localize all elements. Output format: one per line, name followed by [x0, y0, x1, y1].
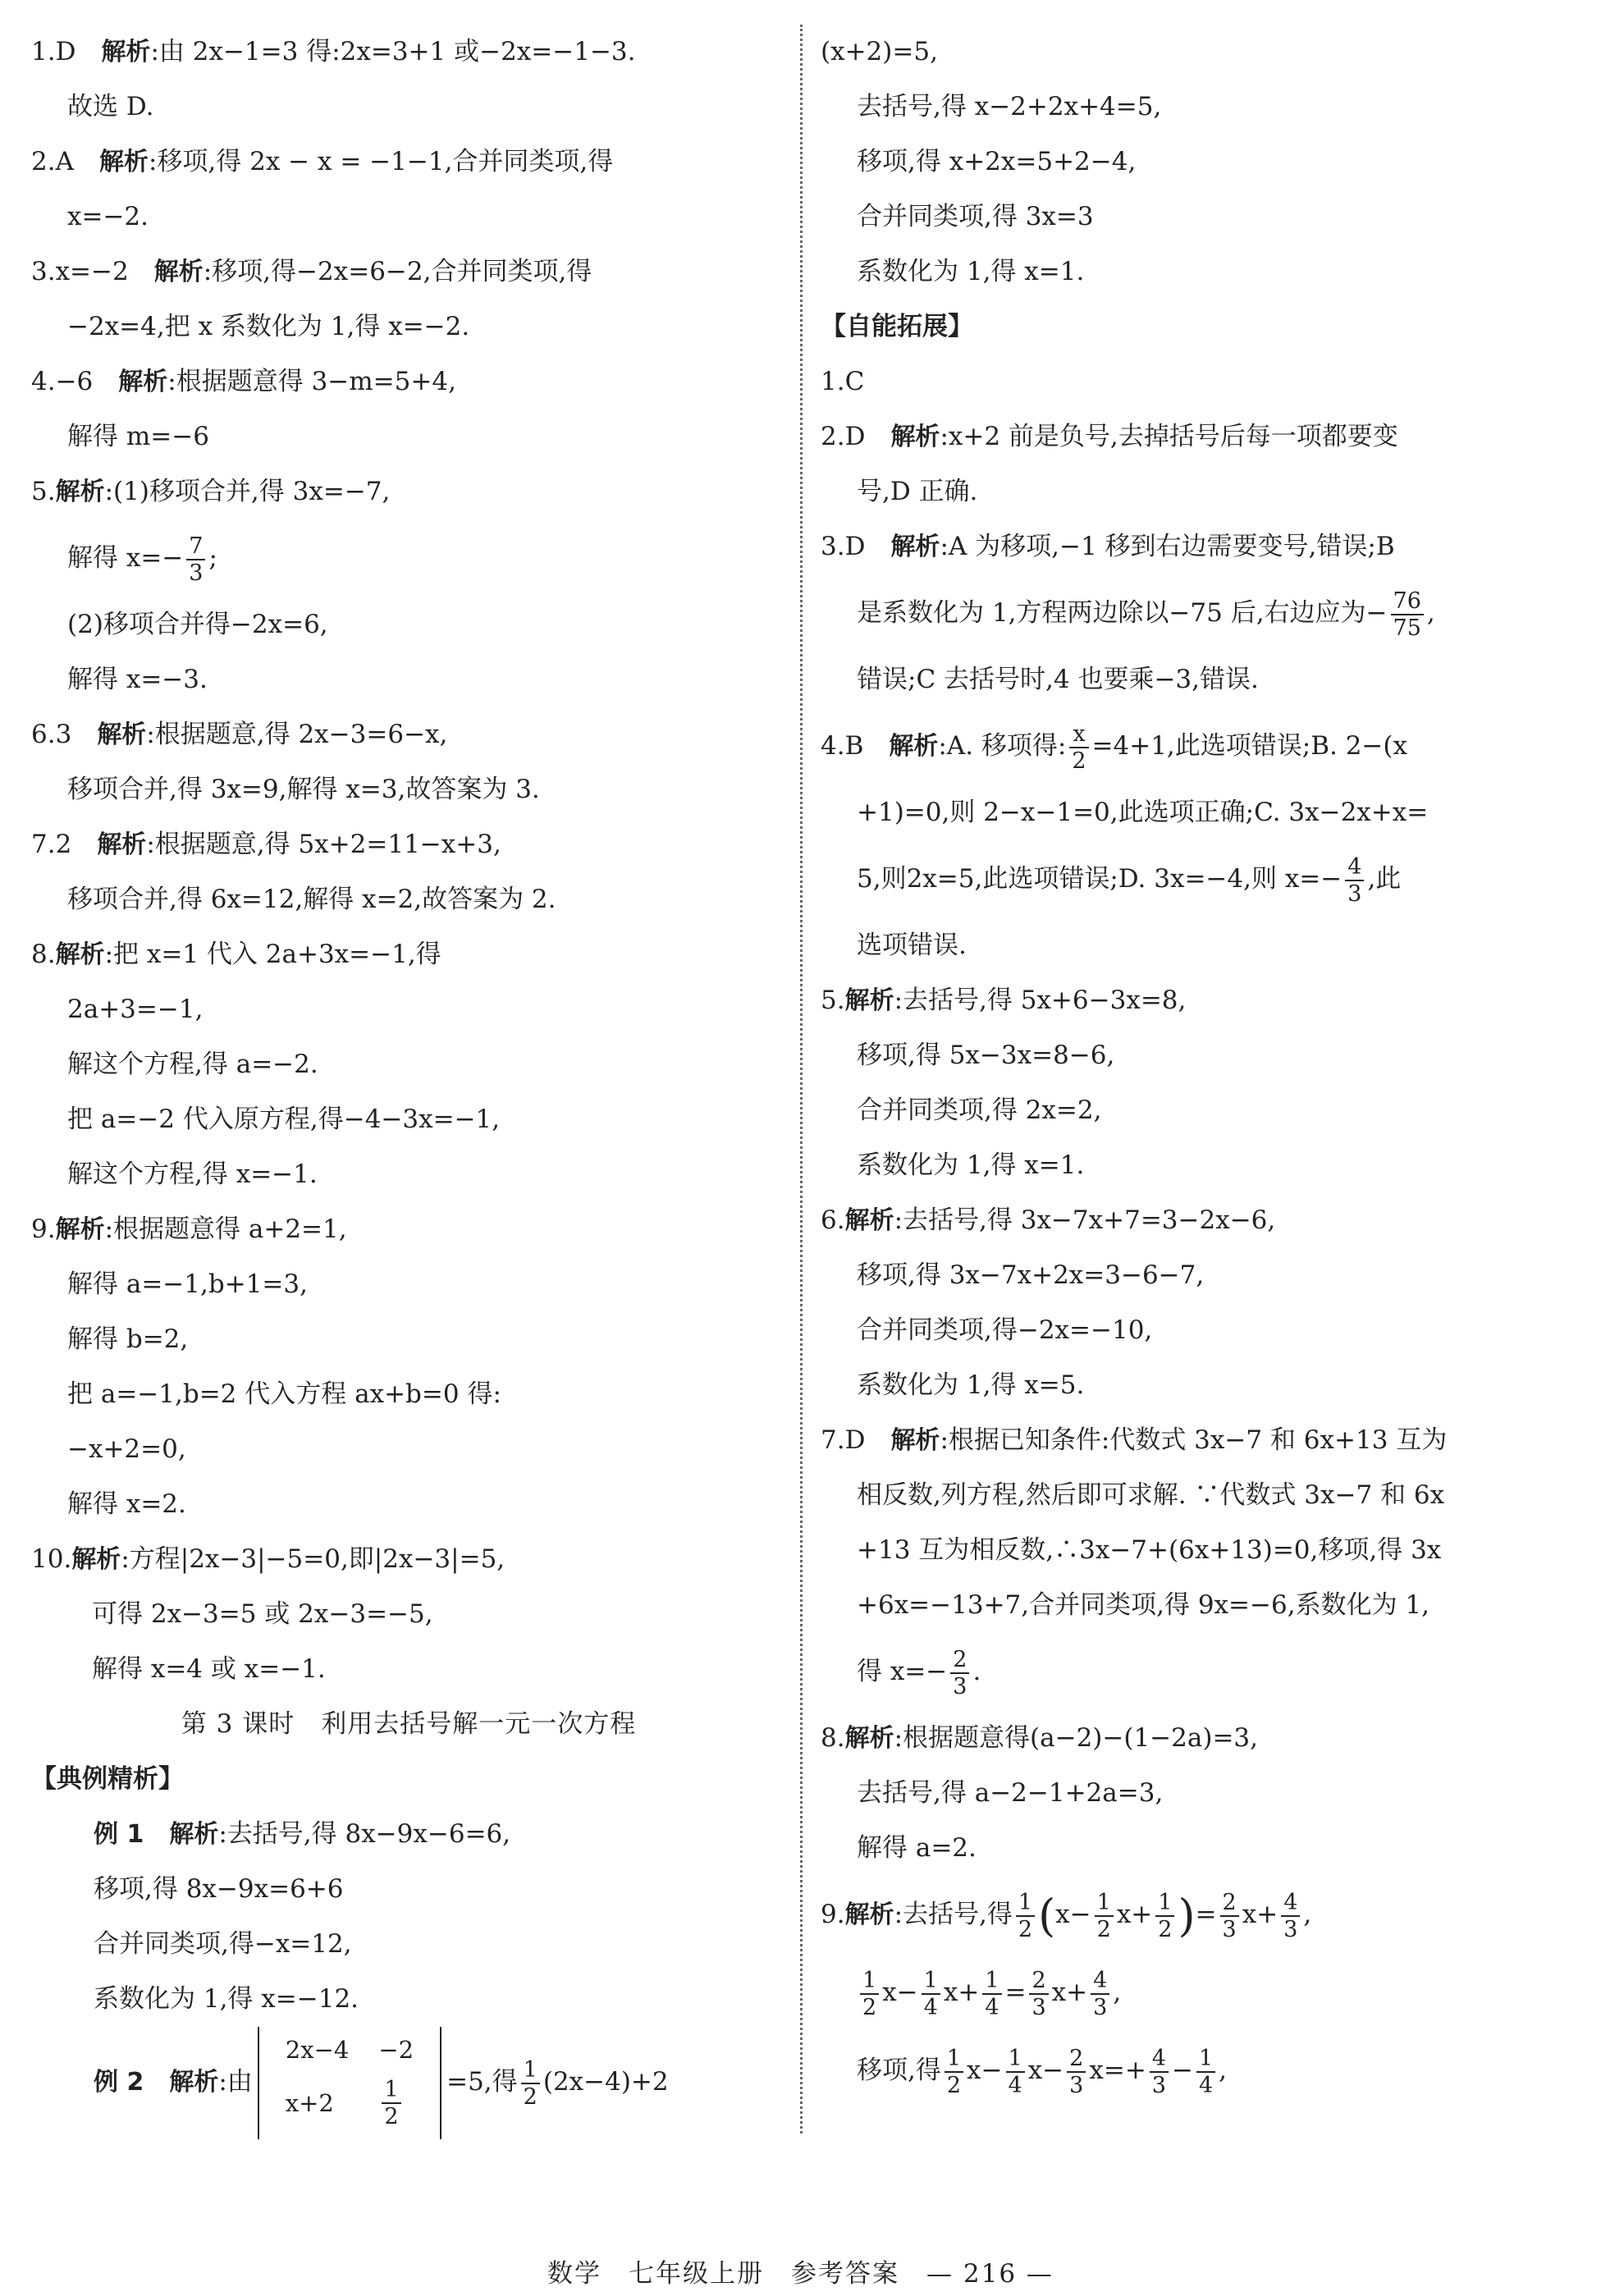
answer-line: +1)=0,则 2−x−1=0,此选项正确;C. 3x−2x+x=: [857, 798, 1429, 827]
answer-line: 8.解析:根据题意得(a−2)−(1−2a)=3,: [821, 1723, 1259, 1753]
answer-line: 3.D 解析:A 为移项,−1 移到右边需要变号,错误;B: [821, 532, 1395, 561]
right-column: [821, 25, 1571, 2110]
answer-line: 9.解析:根据题意得 a+2=1,: [31, 1214, 347, 1244]
answer-line: $\frac{1}{2}$ x− $\frac{1}{4}$ x+ $\frac{1}{4}$ = $\frac{2}{3}$ x+ $\frac{4}{3}$ ,: [821, 1954, 1571, 2032]
answer-line: 5.解析:(1)移项合并,得 3x=−7,: [31, 477, 391, 506]
answer-line: 3.x=−2 解析:移项,得−2x=6−2,合并同类项,得: [31, 257, 592, 286]
answer-line: 系数化为 1,得 x=1.: [857, 257, 1085, 286]
answer-line: 移项合并,得 3x=9,解得 x=3,故答案为 3.: [67, 775, 540, 804]
example-line: 例 2 解析:由 2x−4 −2 x+2 $\frac{1}{2}$ =5,得 $\frac{1}{2}$ (2x−4)+2: [31, 2027, 786, 2134]
example-line: 例 1 解析:去括号,得 8x−9x−6=6,: [94, 1819, 511, 1849]
answer-line: 号,D 正确.: [857, 477, 978, 506]
answer-line: (x+2)=5,: [821, 37, 938, 66]
answer-line: 解得 a=2.: [857, 1833, 977, 1863]
answer-line: 解得 b=2,: [67, 1324, 189, 1354]
answer-line: −x+2=0,: [67, 1434, 186, 1464]
lesson-title: 第 3 课时 利用去括号解一元一次方程: [181, 1709, 637, 1739]
answer-line: 系数化为 1,得 x=1.: [857, 1150, 1085, 1180]
determinant: 2x−4 −2 x+2 $\frac{1}{2}$: [258, 2027, 441, 2139]
answer-line: 得 x=− $\frac{2}{3}$ .: [857, 1646, 981, 1699]
answer-line: 系数化为 1,得 x=5.: [857, 1370, 1085, 1400]
answer-line: 去括号,得 a−2−1+2a=3,: [857, 1778, 1164, 1808]
answer-line: 故选 D.: [67, 92, 154, 121]
page-footer: 数学 七年级上册 参考答案 — 216 —: [547, 2259, 1054, 2289]
answer-line: +6x=−13+7,合并同类项,得 9x=−6,系数化为 1,: [857, 1590, 1429, 1620]
answer-line: 解得 m=−6: [67, 422, 209, 451]
answer-line: 相反数,列方程,然后即可求解. ∵代数式 3x−7 和 6x: [857, 1480, 1445, 1510]
example-line: 移项,得 8x−9x=6+6: [94, 1874, 344, 1904]
answer-line: 把 a=−2 代入原方程,得−4−3x=−1,: [67, 1105, 501, 1134]
fraction: $\frac{1}{2}$: [521, 2059, 540, 2108]
answer-line: −2x=4,把 x 系数化为 1,得 x=−2.: [67, 312, 470, 341]
example-line: 系数化为 1,得 x=−12.: [94, 1984, 359, 2014]
answer-line: 9.解析:去括号,得 $\frac{1}{2}$ (x− $\frac{1}{2}$ x+ $\frac{1}{2}$ )= $\frac{2}{3}$ x+ $\frac{4}{3}$ ,: [821, 1889, 1312, 1942]
example-line: 合并同类项,得−x=12,: [94, 1929, 352, 1959]
answer-line: 4.−6 解析:根据题意得 3−m=5+4,: [31, 367, 456, 396]
left-column: [31, 25, 786, 2134]
answer-line: 2a+3=−1,: [67, 995, 204, 1024]
answer-line: 5.解析:去括号,得 5x+6−3x=8,: [821, 986, 1187, 1015]
fraction: $\frac{2}{3}$: [950, 1649, 969, 1698]
answer-line: 选项错误.: [857, 931, 967, 960]
fraction: $\frac{4}{3}$: [1345, 856, 1364, 905]
answer-line: 6.3 解析:根据题意,得 2x−3=6−x,: [31, 720, 448, 749]
answer-line: 5,则2x=5,此选项错误;D. 3x=−4,则 x=− $\frac{4}{3}$ ,此: [857, 853, 1402, 907]
answer-line: 合并同类项,得−2x=−10,: [857, 1315, 1153, 1345]
answer-line: 移项,得 3x−7x+2x=3−6−7,: [857, 1260, 1205, 1290]
answer-line: (2)移项合并得−2x=6,: [67, 610, 328, 639]
answer-line: 解这个方程,得 a=−2.: [67, 1050, 318, 1079]
answer-line: 是系数化为 1,方程两边除以−75 后,右边应为− $\frac{76}{75}$ ,: [857, 588, 1435, 641]
answer-line: 把 a=−1,b=2 代入方程 ax+b=0 得:: [67, 1379, 501, 1409]
answer-line: 解得 x=− $\frac{7}{3}$ ;: [67, 533, 217, 586]
fraction: $\frac{x}{2}$: [1069, 723, 1088, 772]
answer-line: 1.D 解析:由 2x−1=3 得:2x=3+1 或−2x=−1−3.: [31, 37, 636, 66]
answer-line: 解得 x=2.: [67, 1489, 186, 1519]
section-heading: 【典例精析】: [31, 1764, 184, 1794]
section-heading: 【自能拓展】: [821, 312, 973, 341]
answer-line: 8.解析:把 x=1 代入 2a+3x=−1,得: [31, 940, 441, 969]
answer-line: 错误;C 去括号时,4 也要乘−3,错误.: [857, 665, 1259, 694]
fraction: $\frac{76}{75}$: [1391, 590, 1424, 639]
answer-line: 解得 x=−3.: [67, 665, 208, 694]
answer-line: 合并同类项,得 2x=2,: [857, 1095, 1102, 1125]
answer-line: 7.2 解析:根据题意,得 5x+2=11−x+3,: [31, 830, 501, 859]
answer-line: 2.A 解析:移项,得 2x − x = −1−1,合并同类项,得: [31, 147, 614, 176]
answer-line: 7.D 解析:根据已知条件:代数式 3x−7 和 6x+13 互为: [821, 1425, 1448, 1455]
answer-line: 6.解析:去括号,得 3x−7x+7=3−2x−6,: [821, 1205, 1276, 1235]
answer-line: 可得 2x−3=5 或 2x−3=−5,: [92, 1599, 433, 1629]
answer-line: 移项,得 x+2x=5+2−4,: [857, 147, 1137, 176]
answer-line: 移项,得 $\frac{1}{2}$ x− $\frac{1}{4}$ x− $\frac{2}{3}$ x=+ $\frac{4}{3}$ − $\frac{1}{4}$ ,: [857, 2045, 1228, 2098]
answer-line: 解得 a=−1,b+1=3,: [67, 1269, 308, 1299]
answer-line: 2.D 解析:x+2 前是负号,去掉括号后每一项都要变: [821, 422, 1398, 451]
column-divider: [800, 25, 803, 2134]
answer-line: 合并同类项,得 3x=3: [857, 202, 1094, 231]
answer-line: 10.解析:方程|2x−3|−5=0,即|2x−3|=5,: [31, 1544, 505, 1574]
answer-line: 4.B 解析:A. 移项得: $\frac{x}{2}$ =4+1,此选项错误;B. 2−(x: [821, 720, 1407, 774]
answer-line: 移项合并,得 6x=12,解得 x=2,故答案为 2.: [67, 885, 556, 914]
answer-line: 解得 x=4 或 x=−1.: [92, 1654, 326, 1684]
answer-line: 解这个方程,得 x=−1.: [67, 1159, 318, 1189]
answer-line: 移项,得 5x−3x=8−6,: [857, 1041, 1115, 1070]
answer-line: 去括号,得 x−2+2x+4=5,: [857, 92, 1162, 121]
answer-line: 1.C: [821, 367, 865, 396]
answer-line: x=−2.: [67, 202, 149, 231]
answer-line: +13 互为相反数,∴3x−7+(6x+13)=0,移项,得 3x: [857, 1535, 1442, 1565]
fraction: $\frac{7}{3}$: [186, 535, 205, 584]
